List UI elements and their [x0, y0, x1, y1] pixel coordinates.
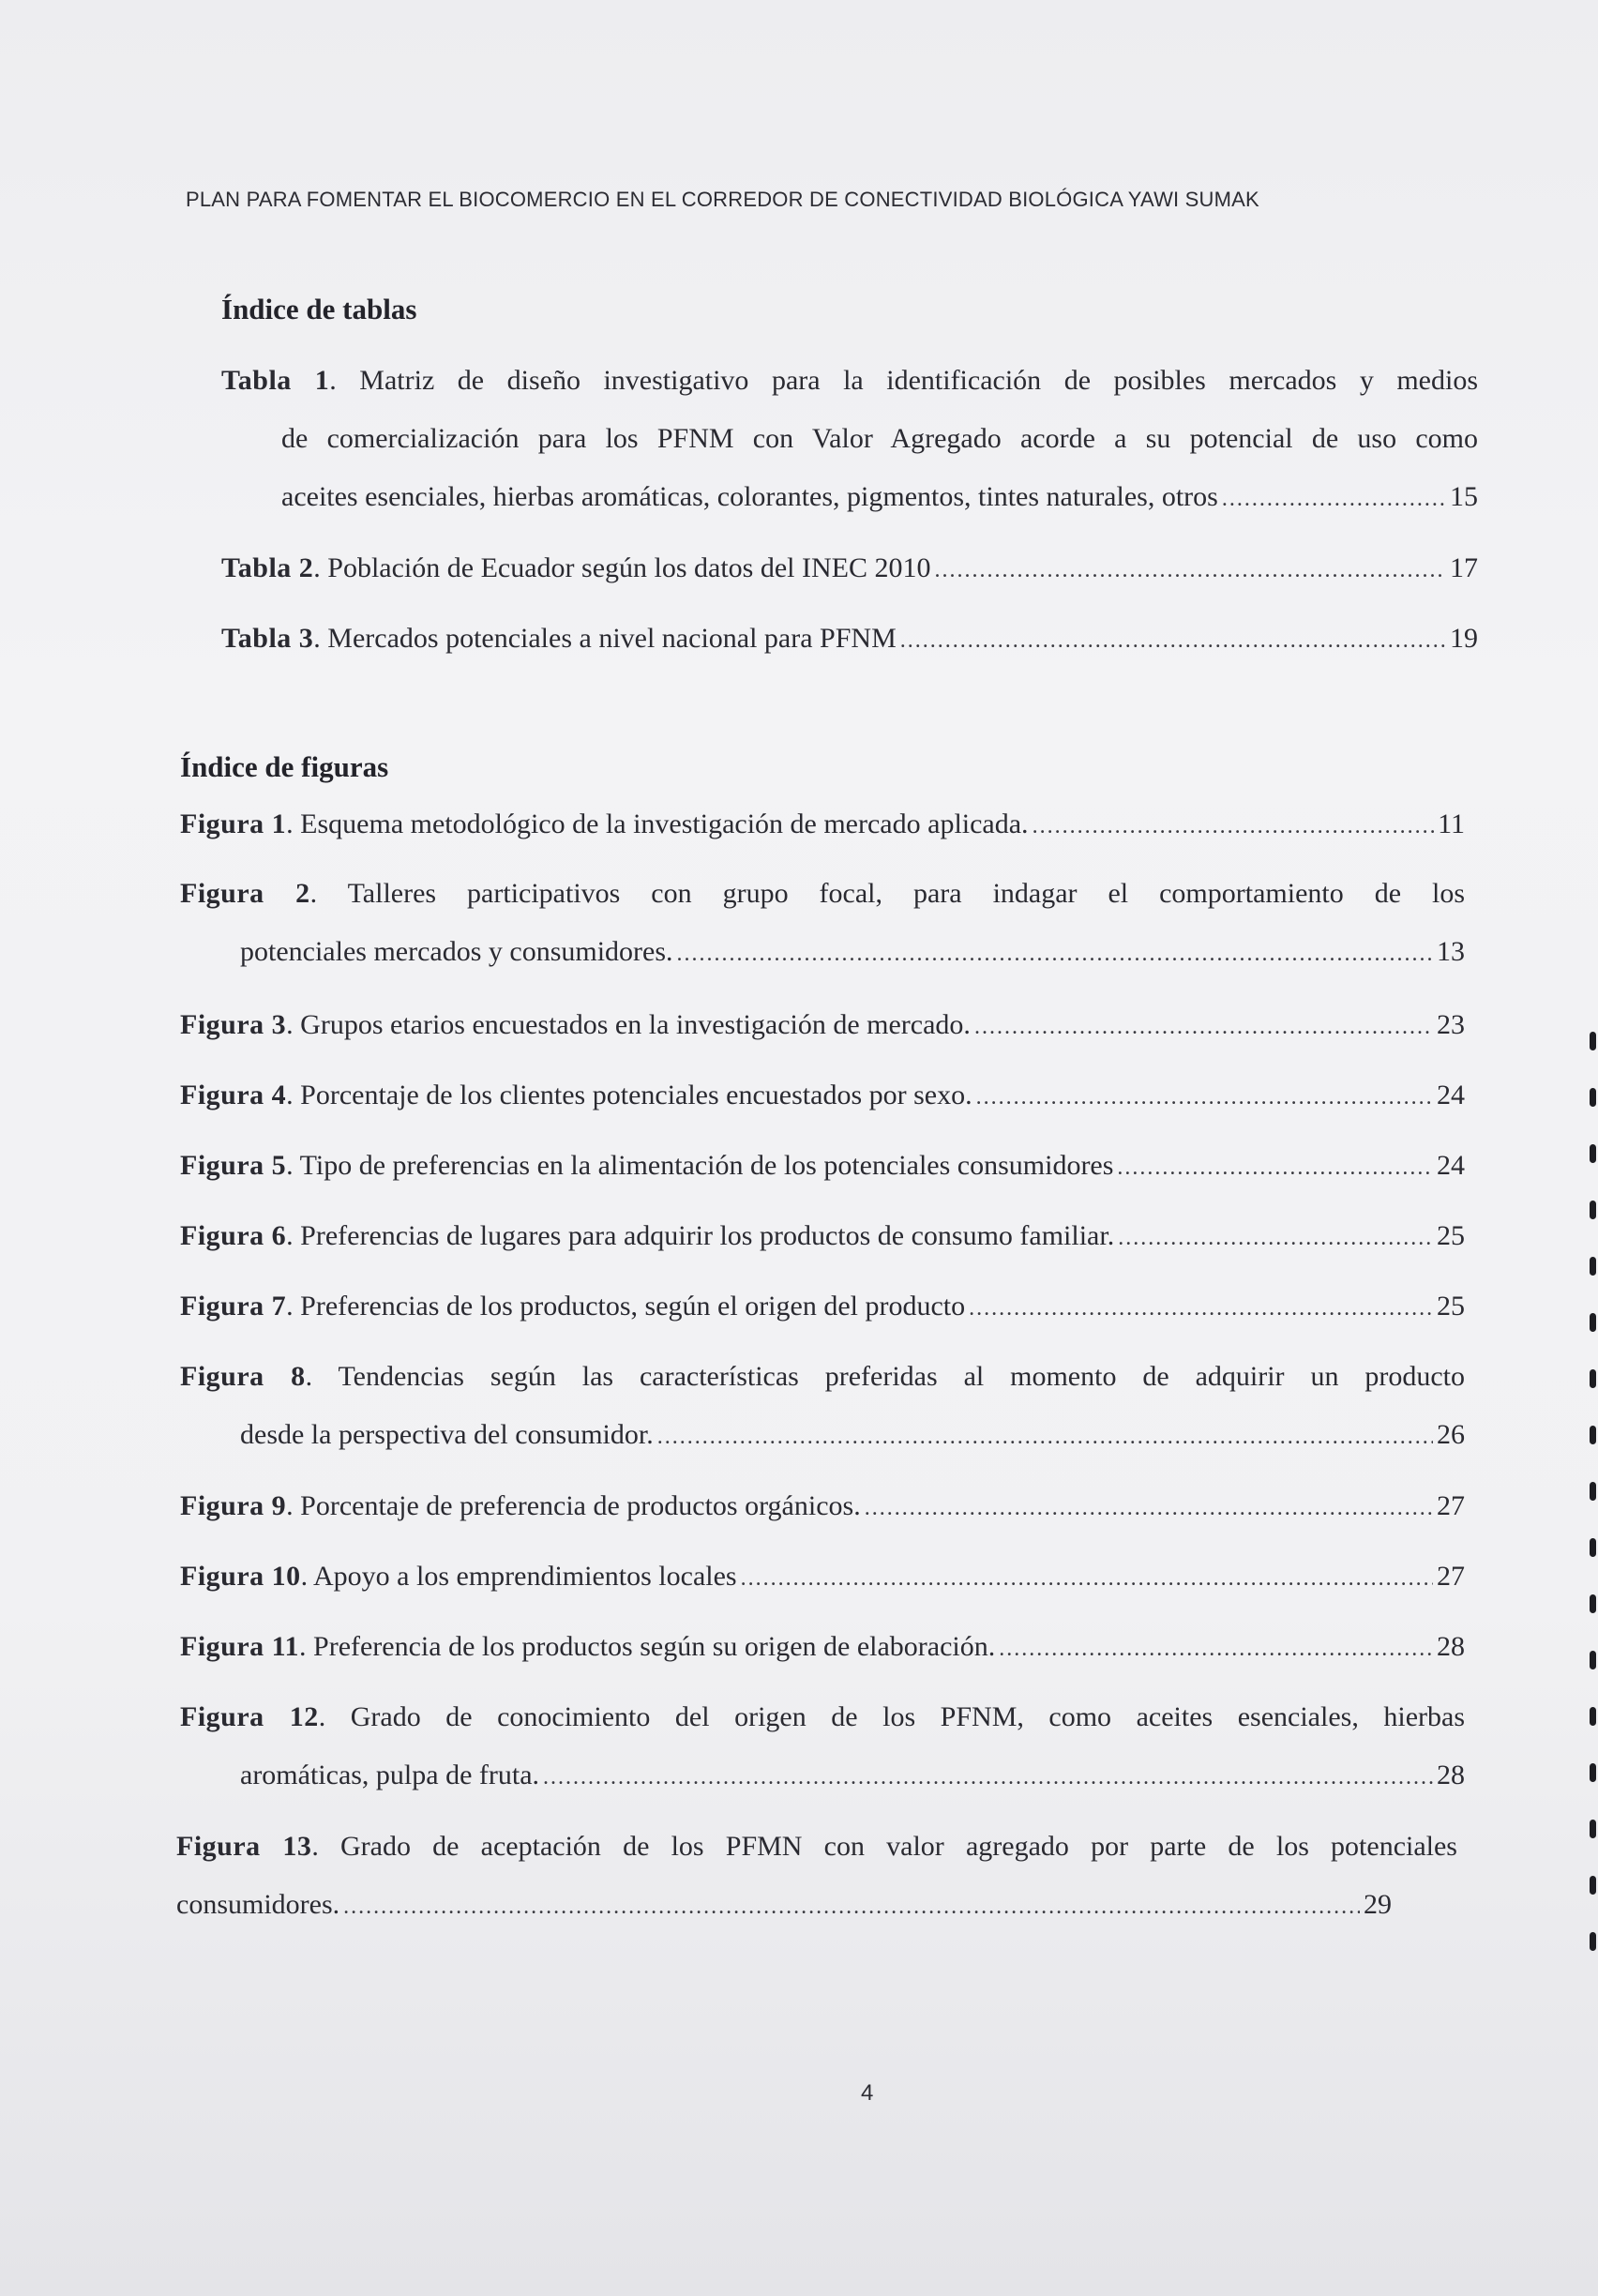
table-entry-2[interactable] [221, 539, 1478, 599]
figure-entry-13[interactable] [176, 1818, 1457, 1936]
figure-entry-9[interactable] [180, 1477, 1465, 1537]
page-ref: 13 [1437, 936, 1465, 967]
table-caption-line: aceites esenciales, hierbas aromáticas, colorantes, pigmentos, tintes naturales, otros [281, 481, 1218, 512]
table-caption-line: de comercialización para los PFNM con Valor Agregado acorde a su potencial de uso como [281, 423, 1478, 454]
figure-entry-10[interactable] [180, 1548, 1465, 1608]
figure-label: Figura 6 [180, 1220, 287, 1251]
figure-entry-4[interactable] [180, 1066, 1465, 1126]
page-ref: 27 [1437, 1490, 1465, 1521]
leader-dots [1117, 1139, 1433, 1197]
figure-caption-line: . Grupos etarios encuestados en la investigación de mercado. [286, 1009, 971, 1040]
figure-label: Figura 13 [176, 1831, 312, 1862]
page-ref: 26 [1437, 1419, 1465, 1450]
leader-dots [543, 1748, 1433, 1806]
figure-label: Figura 8 [180, 1361, 306, 1392]
figure-label: Figura 2 [180, 878, 310, 909]
figure-label: Figura 9 [180, 1490, 287, 1521]
figure-caption-line: . Esquema metodológico de la investigación de mercado aplicada. [286, 808, 1029, 839]
page-ref: 23 [1437, 1009, 1465, 1040]
page-ref: 11 [1438, 808, 1465, 839]
table-caption-line: . Población de Ecuador según los datos del INEC 2010 [313, 552, 931, 583]
figure-label: Figura 11 [180, 1631, 300, 1662]
table-label: Tabla 3 [221, 623, 314, 654]
page-number: 4 [861, 2080, 874, 2106]
figure-entry-6[interactable] [180, 1207, 1465, 1267]
figure-caption-line: consumidores. [176, 1889, 340, 1920]
leader-dots [974, 998, 1433, 1056]
tables-index-title: Índice de tablas [221, 293, 417, 325]
figure-caption-line: . Preferencias de los productos, según el origen del producto [286, 1291, 966, 1322]
figures-index-title: Índice de figuras [180, 750, 389, 783]
leader-dots [900, 612, 1446, 670]
figure-caption-line: aromáticas, pulpa de fruta. [240, 1760, 540, 1790]
table-label: Tabla 1 [221, 365, 330, 396]
figure-entry-3[interactable] [180, 996, 1465, 1056]
page-ref: 15 [1450, 481, 1478, 512]
figure-caption-line: . Talleres participativos con grupo focal, para indagar el comportamiento de los [309, 878, 1465, 909]
running-header: PLAN PARA FOMENTAR EL BIOCOMERCIO EN EL CORREDOR DE CONECTIVIDAD BIOLÓGICA YAWI SUMAK [186, 188, 1259, 211]
leader-dots [999, 1620, 1433, 1678]
figure-caption-line: . Tipo de preferencias en la alimentación de los potenciales consumidores [286, 1150, 1114, 1181]
figure-entry-1[interactable] [180, 795, 1465, 855]
figure-caption-line: . Preferencia de los productos según su origen de elaboración. [299, 1631, 996, 1662]
figure-entry-12[interactable] [180, 1688, 1465, 1806]
figure-label: Figura 10 [180, 1561, 301, 1592]
figure-entry-2[interactable] [180, 865, 1465, 983]
figure-entry-11[interactable] [180, 1618, 1465, 1678]
figure-caption-line: potenciales mercados y consumidores. [240, 936, 673, 967]
page-ref: 28 [1437, 1631, 1465, 1662]
figure-caption-line: . Grado de aceptación de los PFMN con valor agregado por parte de los potenciales [311, 1831, 1457, 1862]
leader-dots [935, 541, 1447, 599]
leader-dots [343, 1878, 1360, 1936]
leader-dots [741, 1549, 1433, 1608]
leader-dots [657, 1408, 1433, 1466]
table-entry-1[interactable] [221, 352, 1478, 528]
figure-label: Figura 1 [180, 808, 287, 839]
figure-caption-line: . Porcentaje de los clientes potenciales encuestados por sexo. [286, 1080, 972, 1110]
leader-dots [969, 1279, 1433, 1337]
figure-label: Figura 3 [180, 1009, 287, 1040]
figure-entry-8[interactable] [180, 1348, 1465, 1466]
leader-dots [1118, 1209, 1433, 1267]
table-caption-line: . Matriz de diseño investigativo para la identificación de posibles mercados y medios [329, 365, 1478, 396]
page-ref: 25 [1437, 1220, 1465, 1251]
figure-caption-line: . Preferencias de lugares para adquirir los productos de consumo familiar. [286, 1220, 1115, 1251]
figure-caption-line: . Apoyo a los emprendimientos locales [300, 1561, 737, 1592]
figure-caption-line: . Tendencias según las características preferidas al momento de adquirir un producto [305, 1361, 1465, 1392]
leader-dots [976, 1068, 1433, 1126]
page-ref: 28 [1437, 1760, 1465, 1790]
page-ref: 19 [1450, 623, 1478, 654]
figure-label: Figura 12 [180, 1701, 319, 1732]
page-ref: 17 [1450, 552, 1478, 583]
figure-caption-line: . Porcentaje de preferencia de productos orgánicos. [286, 1490, 861, 1521]
leader-dots [1222, 470, 1446, 528]
table-caption-line: . Mercados potenciales a nivel nacional para PFNM [313, 623, 897, 654]
page-ref: 24 [1437, 1150, 1465, 1181]
page-ref: 24 [1437, 1080, 1465, 1110]
figure-caption-line: desde la perspectiva del consumidor. [240, 1419, 654, 1450]
leader-dots [865, 1479, 1433, 1537]
figure-entry-7[interactable] [180, 1277, 1465, 1337]
page-ref: 27 [1437, 1561, 1465, 1592]
figure-entry-5[interactable] [180, 1137, 1465, 1197]
leader-dots [1033, 797, 1435, 855]
figure-label: Figura 4 [180, 1080, 287, 1110]
figure-label: Figura 7 [180, 1291, 287, 1322]
spiral-binding [1585, 1032, 1598, 1951]
table-entry-3[interactable] [221, 610, 1478, 670]
table-label: Tabla 2 [221, 552, 314, 583]
leader-dots [677, 925, 1433, 983]
page-ref: 29 [1364, 1889, 1392, 1920]
page-ref: 25 [1437, 1291, 1465, 1322]
figure-caption-line: . Grado de conocimiento del origen de los PFNM, como aceites esenciales, hierbas [318, 1701, 1465, 1732]
figure-label: Figura 5 [180, 1150, 287, 1181]
